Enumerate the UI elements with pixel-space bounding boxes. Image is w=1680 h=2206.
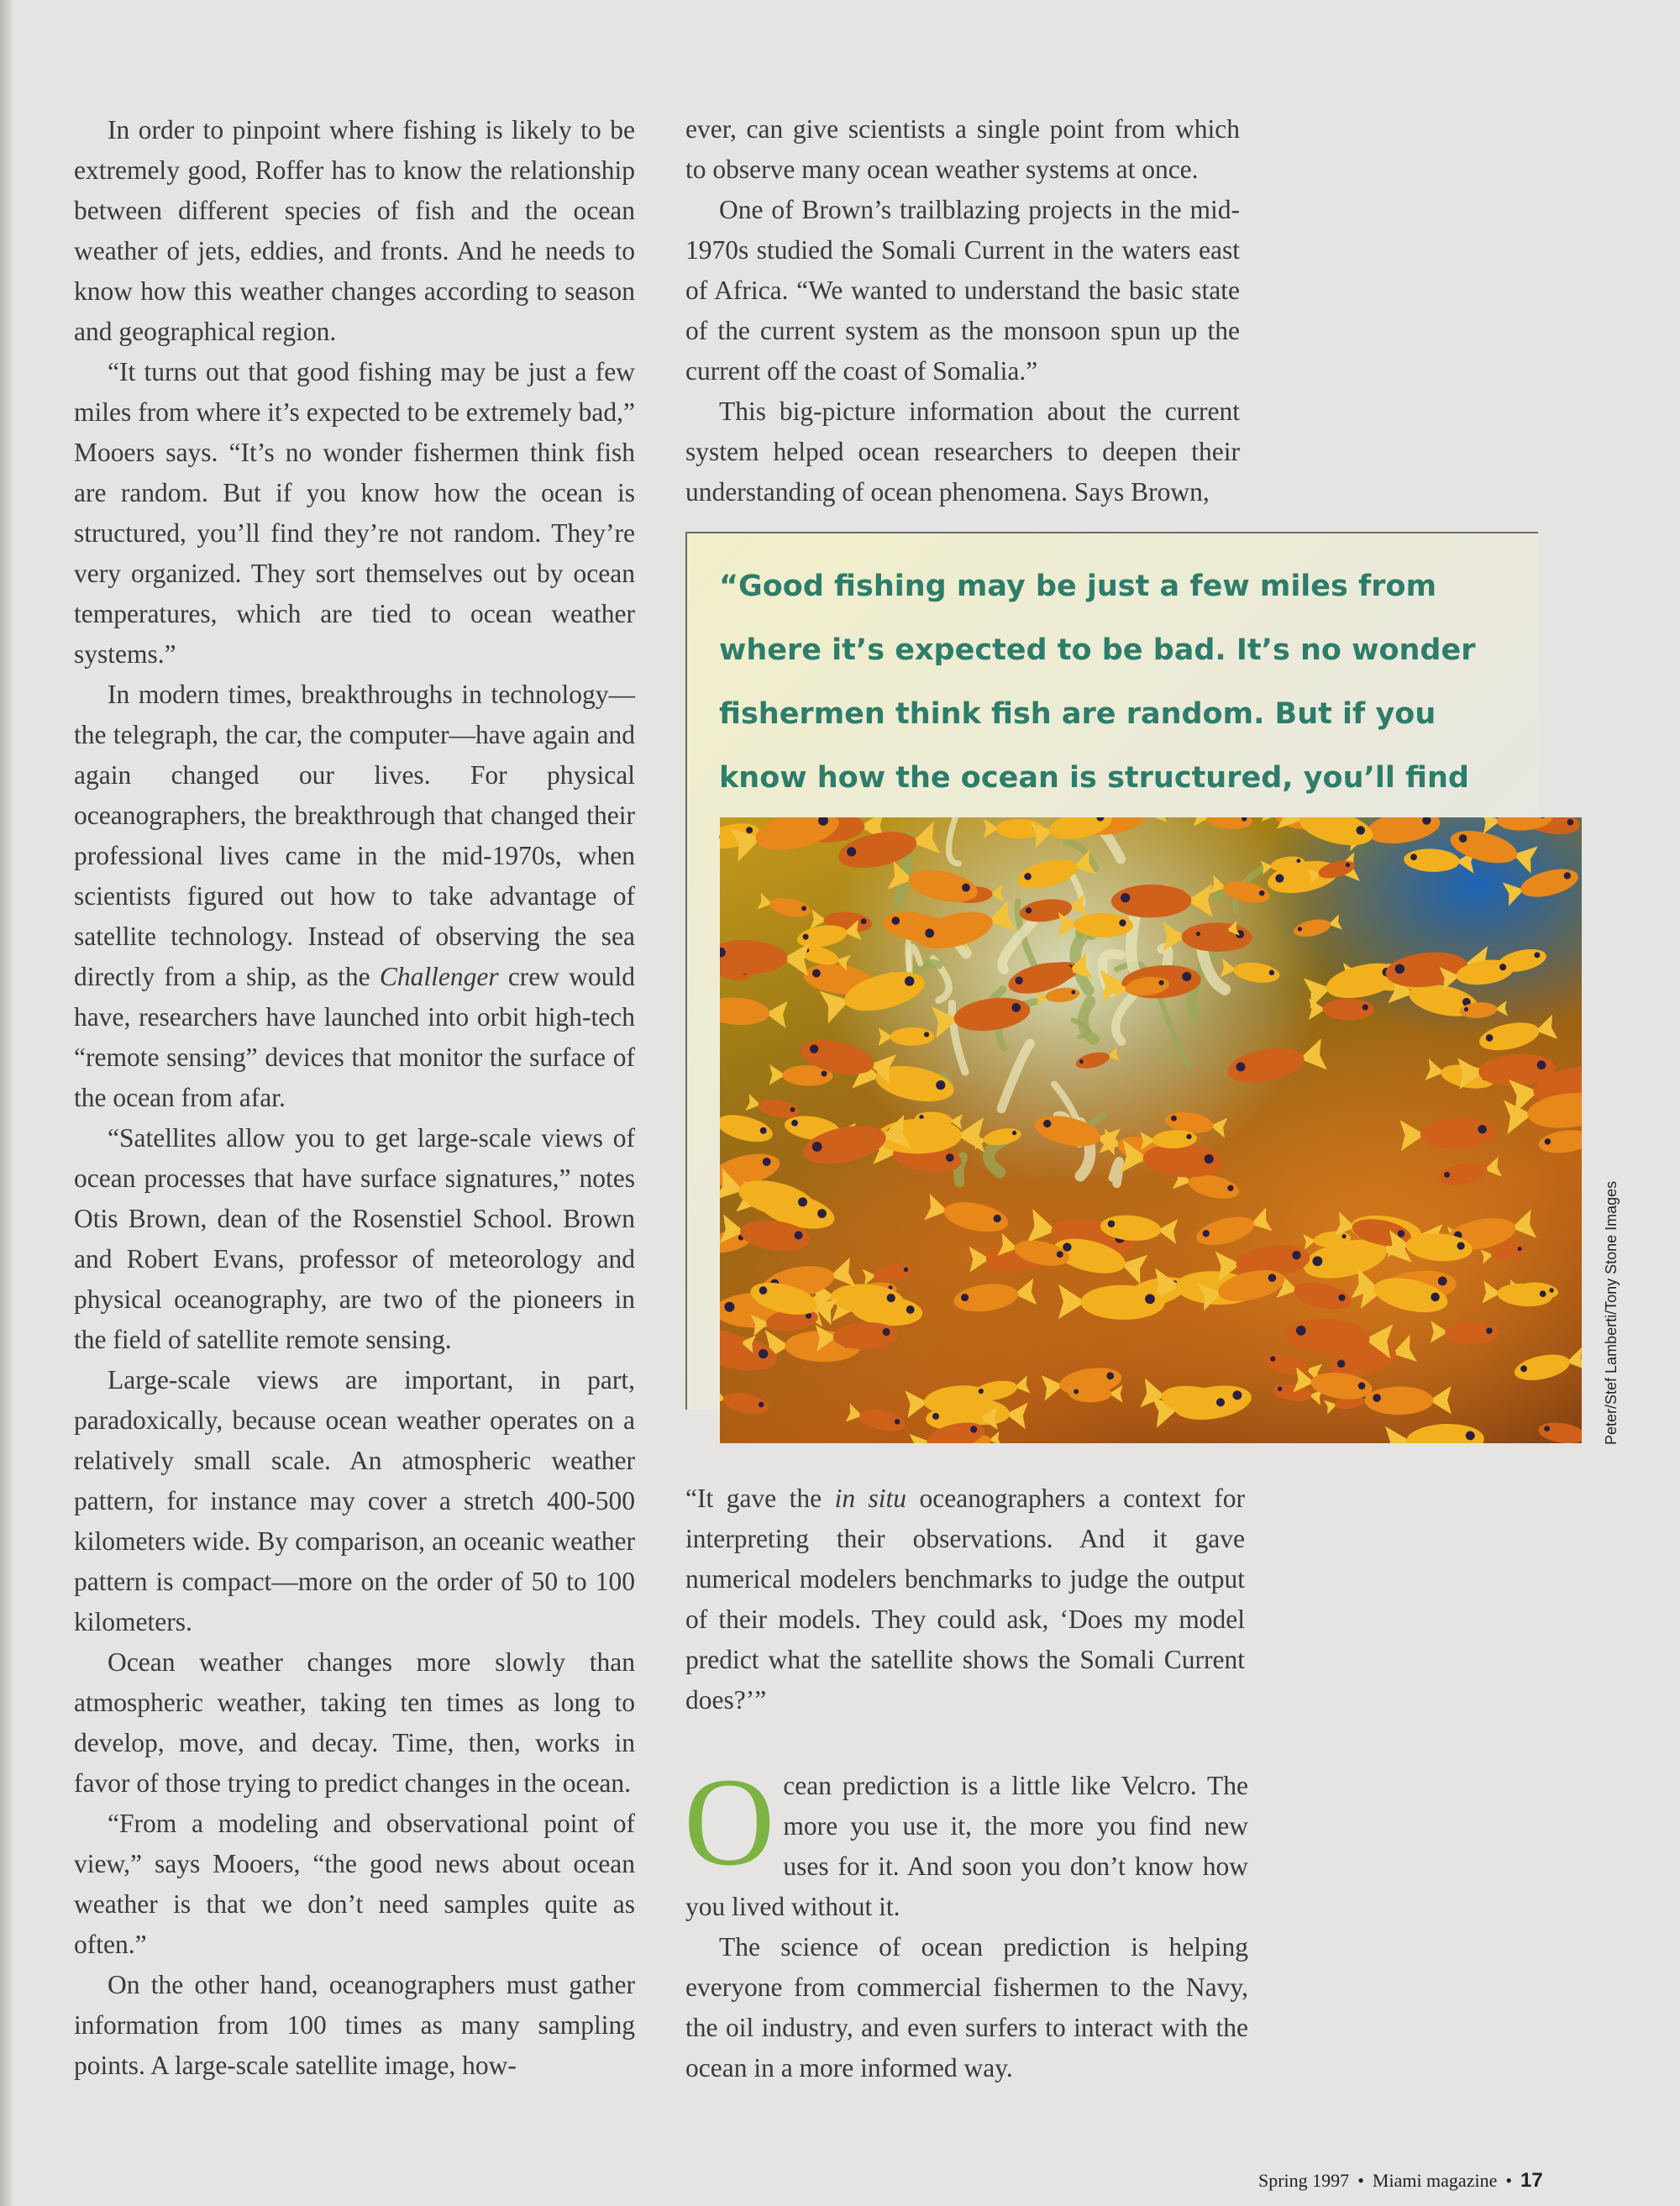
paragraph: “From a modeling and observational point of view,” says Mooers, “the good news about ocean weather is that we don’t need samples quite as often.” [74,1809,635,1959]
coral-branch [948,817,961,864]
paragraph: Large-scale views are important, in part, paradoxically, because ocean weather operates on a relatively small scale. An atmospheric weather pattern, for instance may cover a stretch 400-500 kilometers wide. By comparison, an oceanic weather pattern is compact—more on the order of 50 to 100 kilometers. [74,1365,635,1636]
fish [1400,1116,1497,1151]
paragraph [684,1752,1248,1927]
fish [1276,1274,1354,1315]
pull-quote: “Good fishing may be just a few miles from where it’s expected to be bad. It’s no wonder fishermen think fish are random. But if you know how the ocean is structured, you’ll find [719,570,1476,795]
coral-branch [1113,1161,1120,1184]
paragraph: One of Brown’s trailblazing projects in the mid-1970s studied the Somali Current in the waters east of Africa. “We wanted to understand the basic state of the current system as the monsoon spun up the current off the coast of Somalia.” [685,195,1240,386]
separator: • [1505,2170,1513,2191]
fish [879,1027,935,1046]
right-column-bottom [685,1479,1245,1720]
paragraph: Ocean weather changes more slowly than atmospheric weather, taking ten times as long to develop, move, and decay. Time, then, works in favor of those trying to predict changes in the ocean. [74,1647,635,1798]
fish [1194,817,1253,831]
right-column-top [685,109,1240,512]
fish [1277,817,1377,852]
fish [1194,1207,1273,1250]
fish-photo [720,817,1582,1443]
coral-branch [1001,1043,1030,1108]
ship-name: Challenger [379,962,499,991]
coral-branch [1161,999,1189,1065]
fish [1058,912,1133,938]
paragraph-text: cean prediction is a little like Velcro. The more you use it, the more you find new uses for it. And soon you don’t know how you lived without it. [685,1771,1248,1921]
fish [1074,1047,1121,1071]
fish [924,1194,1011,1237]
left-column [74,110,635,2086]
folio [1258,2169,1543,2193]
fish [1309,999,1374,1021]
fish [1431,1321,1499,1344]
fish [1503,864,1582,906]
fish [757,892,812,920]
paragraph: ever, can give scientists a single point from which to observe many ocean weather systems at once. [685,114,1240,184]
paragraph: On the other hand, oceanographers must gather information from 100 times as many sampling points. A large-scale satellite image, how- [74,1970,635,2080]
fish [720,1387,771,1418]
paragraph: The science of ocean prediction is helping everyone from commercial fishermen to the Navy, the oil industry, and even surfers to interact with the ocean in a more informed way. [685,1932,1248,2083]
fish [1015,850,1095,894]
separator: • [1357,2170,1364,2191]
fish [1365,1386,1452,1416]
fish [1437,1157,1502,1189]
fish [1477,1015,1557,1055]
fish-school-illustration [720,817,1582,1443]
page-edge [0,0,12,2206]
photo-credit: Peter/Stef Lamberti/Tony Stone Images [1603,1180,1620,1445]
fish [1058,1284,1165,1321]
paragraph-text: crew would have, researchers have launched into orbit high-tech “remote sensing” devices that monitor the surface of the ocean from afar. [74,962,636,1112]
fish [1263,1350,1323,1382]
paragraph-text: “It gave the [685,1484,835,1513]
paragraph [74,675,635,1118]
fish [1111,884,1213,917]
paragraph: In order to pinpoint where fishing is likely to be extremely good, Roffer has to know the relationship between different species of fish and the ocean weather of jets, eddies, and fronts. And he needs to know how this weather changes according to season and geographical region. [74,115,635,346]
fish [846,1403,907,1435]
paragraph-text: In modern times, breakthroughs in technology—the telegraph, the car, the computer—have again and again changed our lives. For physical oceanographers, the breakthrough that changed their professional lives came in the mid-1970s, when scientists figured out how to take advantage of satellite technology. Instead of observing the sea directly from a ship, as the [74,680,635,991]
fish [720,938,810,976]
fish [932,994,1032,1038]
fish [1537,1126,1582,1156]
fish [953,1279,1037,1316]
issue-date: Spring 1997 [1258,2170,1350,2191]
paragraph: “Satellites allow you to get large-scale views of ocean processes that have surface signatures,” notes Otis Brown, dean of the Rosenstiel School. Brown and Robert Evans, professor of meteorology and physical oceanography, are two of the pioneers in the field of satellite remote sensing. [74,1123,635,1354]
fish [1537,1420,1582,1443]
fish [863,1263,915,1285]
drop-cap: O [684,1752,775,1892]
fish [1512,1347,1582,1385]
fish [1447,825,1538,874]
paragraph [685,1479,1245,1720]
fish [1068,1384,1123,1402]
italic-term: in situ [834,1484,907,1513]
section-end [684,1752,1248,2088]
fish [745,1094,801,1121]
page-number: 17 [1520,2169,1543,2192]
paragraph-text: oceanographers a context for interpreting their observations. And it gave numerical modelers benchmarks to judge the output of their models. They could ask, ‘Does my model predict what the satellite shows the Somali Current does?’” [685,1484,1246,1715]
fish [720,995,788,1028]
magazine-name: Miami magazine [1372,2170,1498,2191]
fish [972,1375,1030,1403]
fish [1385,1422,1485,1443]
fish [1292,914,1342,939]
paragraph: “It turns out that good fishing may be just a few miles from where it’s expected to be extremely bad,” Mooers says. “It’s no wonder fishermen think fish are random. But if you know how the ocean is structured, you’ll find they’re not random. They’re very organized. They sort themselves out by ocean temperatures, which are tied to ocean weather systems.” [74,357,635,669]
paragraph: This big-picture information about the current system helped ocean researchers to deepen their understanding of ocean phenomena. Says Brown, [685,397,1240,507]
fish [1225,1038,1327,1089]
fish [1220,959,1281,985]
